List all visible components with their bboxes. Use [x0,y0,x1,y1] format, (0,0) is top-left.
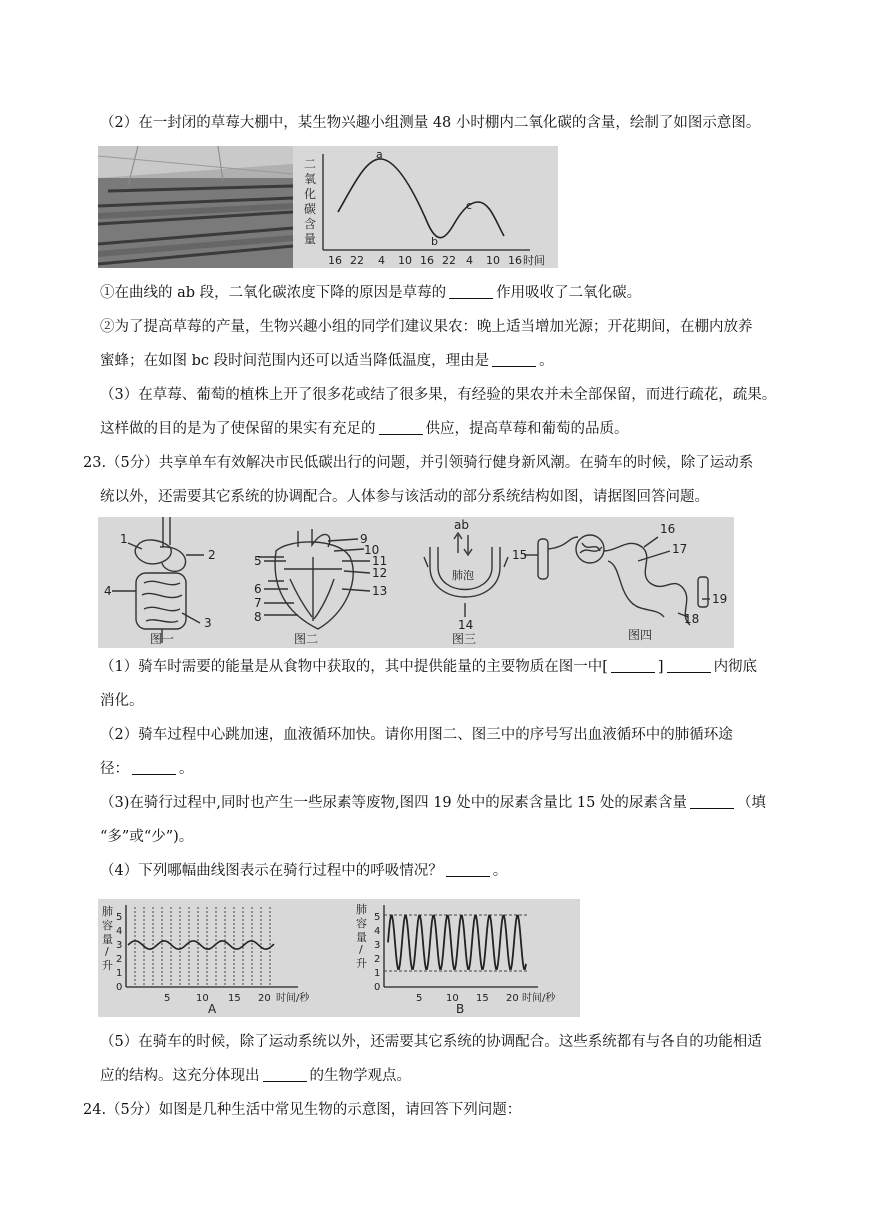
svg-text:15: 15 [228,993,241,1004]
svg-text:12: 12 [372,566,388,580]
svg-text:肺泡: 肺泡 [452,569,474,582]
svg-text:1: 1 [116,968,123,979]
svg-text:/: / [105,945,109,958]
chart-b-label: B [456,1002,465,1016]
svg-text:16: 16 [660,522,676,536]
greenhouse-co2-figure [98,146,558,268]
svg-text:2: 2 [374,954,381,965]
svg-text:20: 20 [506,993,519,1004]
chart-b-ylabel [356,902,367,970]
answer-blank[interactable] [667,658,711,673]
svg-text:7: 7 [254,596,262,610]
q23-p5-line2: 应的结构。这充分体现出 的生物学观点。 [100,1068,411,1084]
co2-ylabel [304,157,316,246]
chart-b-yticks [374,912,380,993]
svg-text:6: 6 [254,582,262,596]
svg-text:4: 4 [378,254,385,267]
chart-b-xlabel: 时间/秒 [522,993,556,1004]
answer-blank[interactable] [263,1067,307,1082]
breathing-chart-a [102,904,310,1016]
figure-2-heart [258,529,370,629]
svg-text:4: 4 [104,584,112,598]
svg-text:20: 20 [258,993,271,1004]
answer-blank[interactable] [690,794,734,809]
q22-part3-line2: 这样做的目的是为了使保留的果实有充足的 供应，提高草莓和葡萄的品质。 [100,421,629,437]
svg-text:5: 5 [374,912,381,923]
svg-text:16: 16 [328,254,342,267]
svg-text:5: 5 [254,554,262,568]
breathing-charts [98,899,580,1017]
svg-text:15: 15 [512,548,528,562]
q23-p1-line1: （1）骑车时需要的能量是从食物中获取的，其中提供能量的主要物质在图一中[ ] 内彻底 [100,659,758,675]
answer-blank[interactable] [611,658,655,673]
svg-text:5: 5 [116,912,123,923]
figure-1-label: 图一 [150,632,175,646]
chart-a-xticks [164,991,310,1004]
svg-text:氧: 氧 [304,172,317,186]
svg-text:肺: 肺 [356,903,367,916]
point-c-label: c [466,199,473,212]
svg-text:升: 升 [102,959,113,972]
point-a-label: a [376,148,383,161]
svg-text:2: 2 [116,954,123,965]
figure-4-label: 图四 [628,628,653,642]
q22-item1: ①在曲线的 ab 段，二氧化碳浓度下降的原因是草莓的 作用吸收了二氧化碳。 [100,285,642,301]
q23-header-line2: 统以外，还需要其它系统的协调配合。人体参与该活动的部分系统结构如图，请据图回答问题。 [100,489,709,505]
answer-blank[interactable] [132,760,176,775]
figure-4-numbers [512,522,727,642]
chart-a-ylabel [102,904,113,972]
svg-text:0: 0 [116,982,123,993]
q22-part3-line1: （3）在草莓、葡萄的植株上开了很多花或结了很多果，有经验的果农并未全部保留，而进行疏花，疏果。 [100,387,777,403]
svg-text:化: 化 [304,187,317,201]
svg-text:8: 8 [254,610,262,624]
chart-b-xticks [416,991,556,1004]
svg-text:1: 1 [374,968,381,979]
q23-p5-line1: （5）在骑车的时候，除了运动系统以外，还需要其它系统的协调配合。这些系统都有与各自的功能相适 [100,1034,762,1050]
q23-p4: （4）下列哪幅曲线图表示在骑行过程中的呼吸情况？ 。 [100,863,508,879]
svg-text:碳: 碳 [304,202,317,216]
q23-p3-line1: （3)在骑行过程中,同时也产生一些尿素等废物,图四 19 处中的尿素含量比 15 处的尿素含量 （填 [100,795,766,811]
svg-text:5: 5 [164,993,171,1004]
q23-p3-line2: “多”或“少”)。 [100,829,194,845]
svg-text:容: 容 [102,919,113,932]
svg-text:3: 3 [374,940,381,951]
svg-text:18: 18 [684,612,700,626]
answer-blank[interactable] [446,862,490,877]
answer-blank[interactable] [492,352,536,367]
svg-text:0: 0 [374,982,381,993]
svg-text:13: 13 [372,584,388,598]
svg-text:/: / [359,943,363,956]
svg-text:22: 22 [442,254,456,267]
svg-text:19: 19 [712,592,728,606]
answer-blank[interactable] [379,420,423,435]
svg-text:容: 容 [356,917,367,930]
greenhouse-photo [98,146,293,268]
svg-text:17: 17 [672,542,688,556]
figure-3-label: 图三 [452,632,477,646]
svg-text:3: 3 [204,616,212,630]
chart-a-label: A [208,1002,217,1016]
svg-text:二: 二 [304,157,317,171]
q24-header: 24.（5分）如图是几种生活中常见生物的示意图，请回答下列问题： [83,1102,522,1118]
point-b-label: b [431,235,438,248]
q23-p1-line2: 消化。 [100,693,144,709]
svg-text:4: 4 [116,926,123,937]
svg-text:22: 22 [350,254,364,267]
svg-text:10: 10 [486,254,500,267]
co2-xticks [328,253,545,267]
svg-text:2: 2 [208,548,216,562]
svg-text:10: 10 [364,543,380,557]
chart-a-yticks [116,912,122,993]
svg-text:16: 16 [508,254,522,267]
q22-item2-line2: 蜜蜂；在如图 bc 段时间范围内还可以适当降低温度，理由是 。 [100,353,554,369]
chart-b-curve [388,916,526,969]
svg-text:量: 量 [102,933,113,946]
svg-text:11: 11 [372,554,388,568]
svg-text:肺: 肺 [102,905,113,918]
chart-a-xlabel: 时间/秒 [276,993,310,1004]
svg-text:16: 16 [420,254,434,267]
figure-2-label: 图二 [294,632,319,646]
svg-text:5: 5 [416,993,423,1004]
anatomy-figures [98,517,734,648]
svg-text:ab: ab [454,518,469,532]
svg-text:含: 含 [304,217,317,231]
svg-text:10: 10 [446,993,459,1004]
svg-text:升: 升 [356,957,367,970]
breathing-chart-b [356,902,556,1016]
svg-text:10: 10 [398,254,412,267]
co2-curve [338,159,504,238]
svg-text:4: 4 [466,254,473,267]
svg-text:4: 4 [374,926,381,937]
svg-text:9: 9 [360,532,368,546]
svg-text:15: 15 [476,993,489,1004]
svg-text:量: 量 [356,931,367,944]
q22-part2-intro: （2）在一封闭的草莓大棚中，某生物兴趣小组测量 48 小时棚内二氧化碳的含量，绘制了如图示意图。 [100,115,761,131]
svg-text:3: 3 [116,940,123,951]
svg-text:10: 10 [196,993,209,1004]
q22-item2-line1: ②为了提高草莓的产量，生物兴趣小组的同学们建议果农：晚上适当增加光源；开花期间，在棚内放养 [100,319,753,335]
svg-text:1: 1 [120,532,128,546]
q23-header: 23.（5分）共享单车有效解决市民低碳出行的问题，并引领骑行健身新风潮。在骑车的时候，除了运动系 [83,455,754,471]
q23-p2-line2: 径： 。 [100,761,194,777]
svg-text:14: 14 [458,618,474,632]
co2-xlabel: 时间 [523,254,545,267]
answer-blank[interactable] [449,284,493,299]
q23-p2-line1: （2）骑车过程中心跳加速，血液循环加快。请你用图二、图三中的序号写出血液循环中的肺循环途 [100,727,733,743]
svg-text:量: 量 [304,232,317,246]
